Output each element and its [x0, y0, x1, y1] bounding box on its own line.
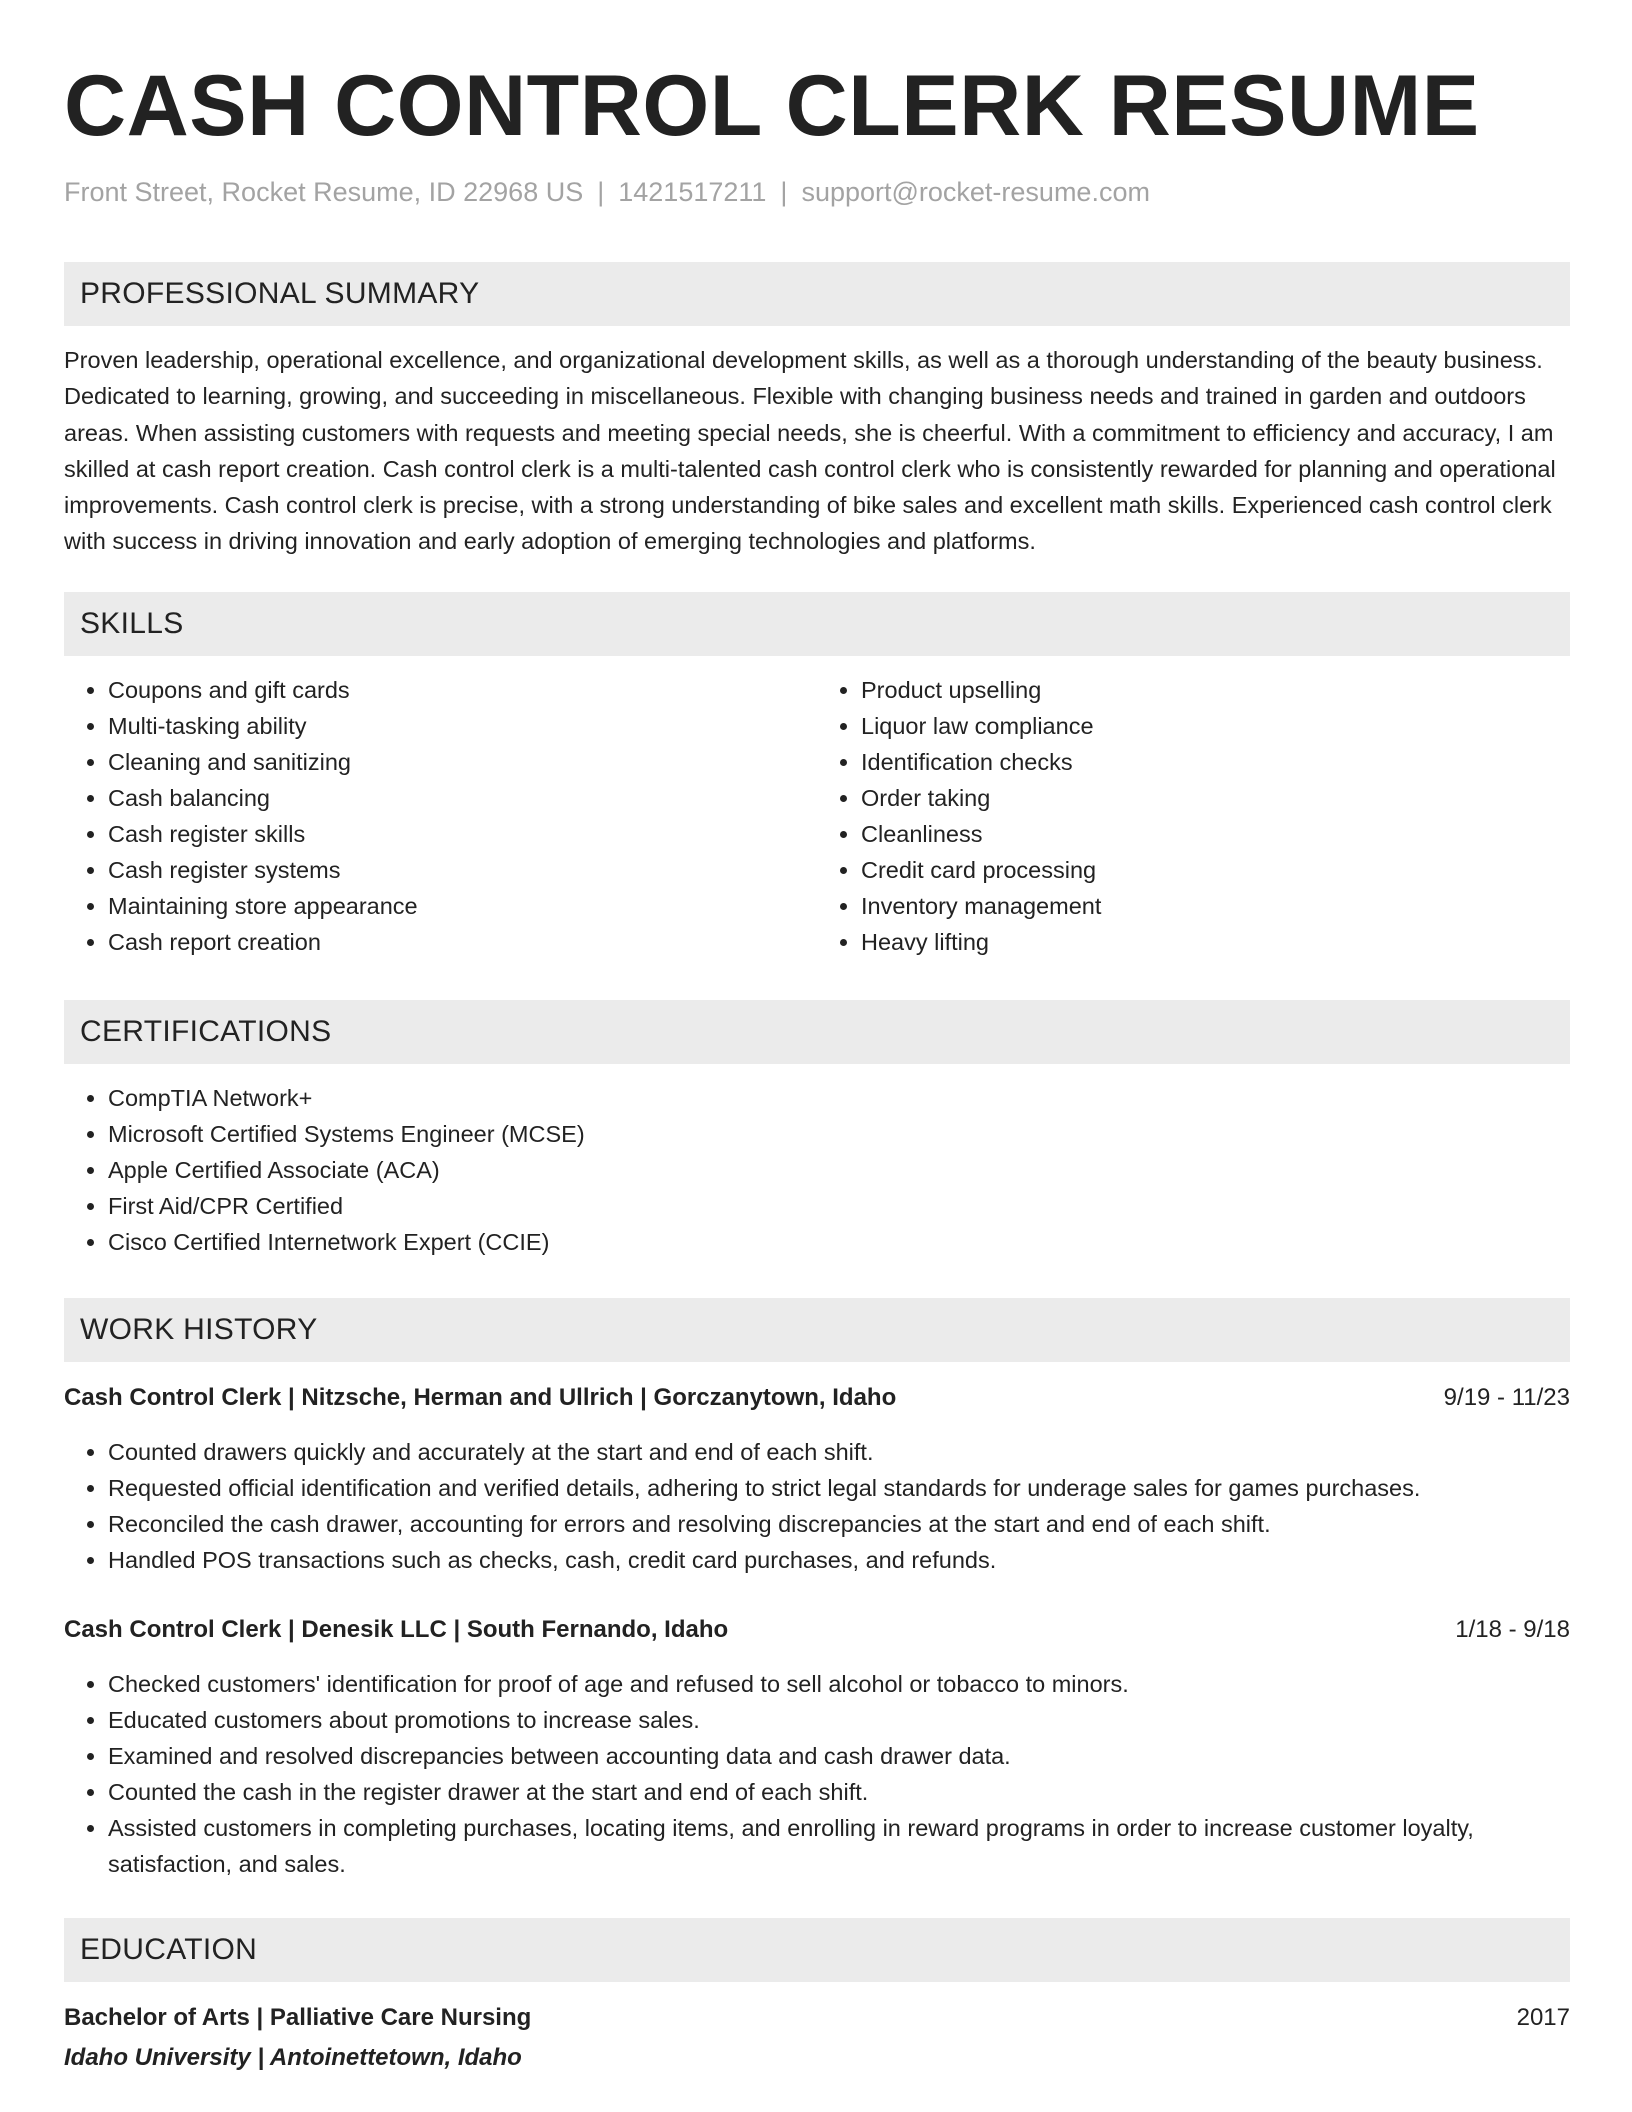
skill-item: • Coupons and gift cards: [108, 672, 817, 708]
certification-item: • CompTIA Network+: [108, 1080, 1570, 1116]
skills-list-left: [64, 672, 817, 960]
skill-item: • Cash register systems: [108, 852, 817, 888]
contact-email: support@rocket-resume.com: [801, 177, 1150, 207]
job-header: [64, 1612, 1570, 1648]
job-bullet: • Counted the cash in the register drawer at the start and end of each shift.: [108, 1774, 1570, 1810]
job-bullet: • Counted drawers quickly and accurately at the start and end of each shift.: [108, 1434, 1570, 1470]
certification-item: • Microsoft Certified Systems Engineer (MCSE): [108, 1116, 1570, 1152]
education-header: [64, 2000, 1570, 2036]
resume-page: [64, 56, 1570, 2076]
skill-item: • Inventory management: [861, 888, 1570, 924]
skill-item: • Credit card processing: [861, 852, 1570, 888]
job-bullet: • Examined and resolved discrepancies between accounting data and cash drawer data.: [108, 1738, 1570, 1774]
section-heading-work-history: WORK HISTORY: [64, 1298, 1570, 1362]
skill-item: • Order taking: [861, 780, 1570, 816]
skill-item: • Liquor law compliance: [861, 708, 1570, 744]
certification-item: • First Aid/CPR Certified: [108, 1188, 1570, 1224]
section-heading-education: EDUCATION: [64, 1918, 1570, 1982]
job-bullet: • Assisted customers in completing purchases, locating items, and enrolling in reward programs in order to increase customer loyalty, satisfaction, and sales.: [108, 1810, 1570, 1882]
skill-item: • Cash report creation: [108, 924, 817, 960]
skill-item: • Cleaning and sanitizing: [108, 744, 817, 780]
section-heading-summary: PROFESSIONAL SUMMARY: [64, 262, 1570, 326]
education-degree: Bachelor of Arts | Palliative Care Nursing: [64, 2003, 532, 2031]
job-bullet: • Handled POS transactions such as checks, cash, credit card purchases, and refunds.: [108, 1542, 1570, 1578]
job-title: Cash Control Clerk | Denesik LLC | South Fernando, Idaho: [64, 1615, 729, 1643]
skill-item: • Cleanliness: [861, 816, 1570, 852]
section-heading-certifications: CERTIFICATIONS: [64, 1000, 1570, 1064]
job-bullet-list: [64, 1666, 1570, 1882]
skill-item: • Maintaining store appearance: [108, 888, 817, 924]
job-dates: 9/19 - 11/23: [1443, 1383, 1570, 1411]
skill-item: • Heavy lifting: [861, 924, 1570, 960]
contact-address: Front Street, Rocket Resume, ID 22968 US: [64, 177, 584, 207]
job-dates: 1/18 - 9/18: [1455, 1615, 1570, 1643]
job-header: [64, 1380, 1570, 1416]
contact-line: [64, 174, 1570, 210]
certification-item: • Cisco Certified Internetwork Expert (CCIE): [108, 1224, 1570, 1260]
education-year: 2017: [1516, 2003, 1570, 2031]
resume-title: CASH CONTROL CLERK RESUME: [64, 58, 1480, 154]
certification-item: • Apple Certified Associate (ACA): [108, 1152, 1570, 1188]
contact-separator: |: [780, 177, 788, 207]
contact-separator: |: [597, 177, 605, 207]
job-bullet: • Educated customers about promotions to increase sales.: [108, 1702, 1570, 1738]
job-bullet: • Requested official identification and verified details, adhering to strict legal standards for underage sales for games purchases.: [108, 1470, 1570, 1506]
summary-text: Proven leadership, operational excellence, and organizational development skills, as well as a thorough understanding of the beauty business. Dedicated to learning, growing, and succeeding in miscellaneous. Flexible with changing business needs and trained in garden and outdoors areas. When assisting customers with requests and meeting special needs, she is cheerful. With a commitment to efficiency and accuracy, I am skilled at cash report creation. Cash control clerk is a multi-talented cash control clerk who is consistently rewarded for planning and operational improvements. Cash control clerk is precise, with a strong understanding of bike sales and excellent math skills. Experienced cash control clerk with success in driving innovation and early adoption of emerging technologies and platforms.: [64, 347, 1556, 555]
skill-item: • Identification checks: [861, 744, 1570, 780]
job-bullet: • Reconciled the cash drawer, accounting for errors and resolving discrepancies at the start and end of each shift.: [108, 1506, 1570, 1542]
job-title: Cash Control Clerk | Nitzsche, Herman and Ullrich | Gorczanytown, Idaho: [64, 1383, 897, 1411]
contact-phone: 1421517211: [618, 177, 767, 207]
section-heading-skills: SKILLS: [64, 592, 1570, 656]
certifications-list: [64, 1080, 1570, 1260]
skill-item: • Product upselling: [861, 672, 1570, 708]
job-bullet-list: [64, 1434, 1570, 1578]
job-bullet: • Checked customers' identification for proof of age and refused to sell alcohol or tobacco to minors.: [108, 1666, 1570, 1702]
skill-item: • Multi-tasking ability: [108, 708, 817, 744]
skills-list-right: [817, 672, 1570, 960]
skills-columns: [64, 672, 1570, 960]
skill-item: • Cash balancing: [108, 780, 817, 816]
skill-item: • Cash register skills: [108, 816, 817, 852]
education-school: Idaho University | Antoinettetown, Idaho: [64, 2043, 522, 2071]
